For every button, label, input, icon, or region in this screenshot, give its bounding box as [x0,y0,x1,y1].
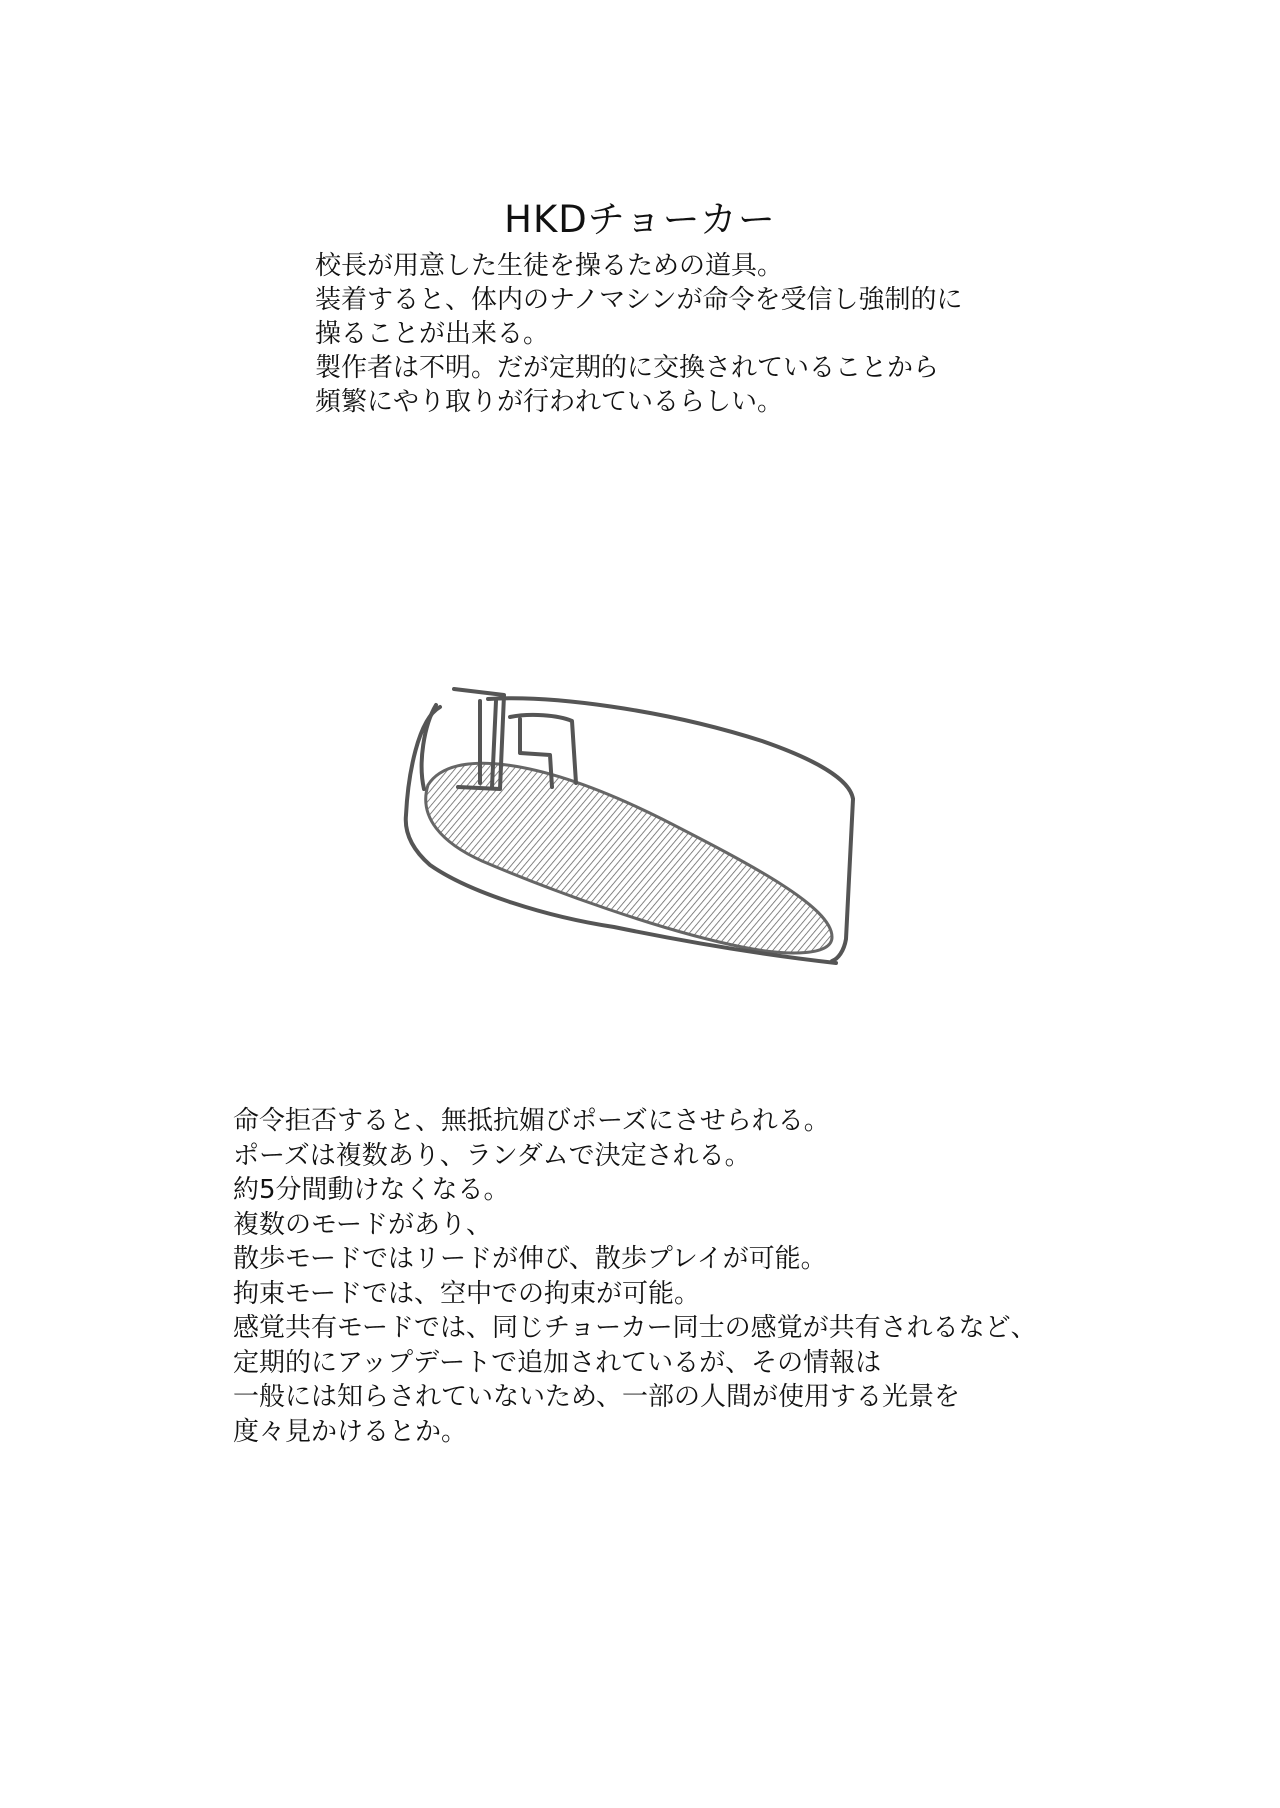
detail-line: 複数のモードがあり、 [233,1209,492,1240]
detail-line: 定期的にアップデートで追加されているが、その情報は [233,1347,882,1378]
detail-line: 一般には知らされていないため、一部の人間が使用する光景を [233,1382,960,1412]
intro-line: 頻繁にやり取りが行われているらしい。 [315,387,784,417]
intro-line: 操ることが出来る。 [315,319,550,349]
details-text [233,1104,1037,1449]
detail-line: 拘束モードでは、空中での拘束が可能。 [233,1278,700,1309]
detail-line: 約5分間動けなくなる。 [233,1175,510,1205]
detail-line: 散歩モードではリードが伸び、散歩プレイが可能。 [233,1244,827,1274]
detail-line: 度々見かけるとか。 [233,1416,468,1447]
detail-line: ポーズは複数あり、ランダムで決定される。 [233,1140,751,1171]
intro-text [315,249,963,419]
intro-line: 装着すると、体内のナノマシンが命令を受信し強制的に [315,285,963,315]
choker-sketch-icon [400,655,860,995]
intro-line: 校長が用意した生徒を操るための道具。 [315,251,784,281]
detail-line: 命令拒否すると、無抵抗媚びポーズにさせられる。 [233,1106,830,1136]
intro-line: 製作者は不明。だが定期的に交換されていることから [315,353,940,383]
page-title: HKDチョーカー [504,198,776,241]
detail-line: 感覚共有モードでは、同じチョーカー同士の感覚が共有されるなど、 [233,1313,1037,1343]
